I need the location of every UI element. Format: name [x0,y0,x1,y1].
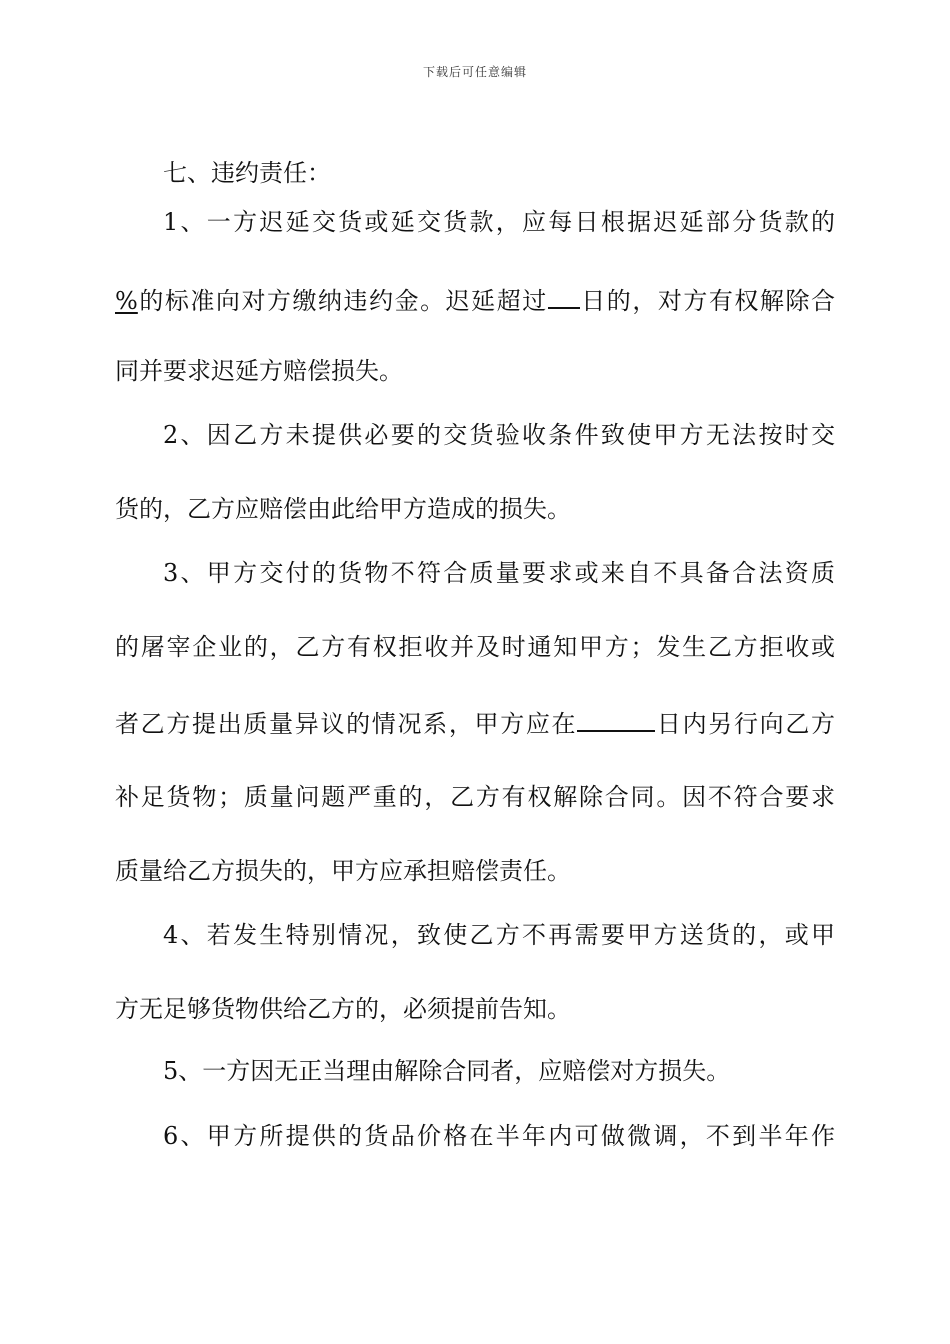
clause-3-line-2: 的屠宰企业的，乙方有权拒收并及时通知甲方；发生乙方拒收或 [115,633,835,661]
clause-5-line-1: 5、一方因无正当理由解除合同者，应赔偿对方损失。 [163,1057,731,1085]
clause-3-line-5: 质量给乙方损失的，甲方应承担赔偿责任。 [115,857,571,885]
days-blank-field-2 [577,706,655,732]
clause-1-line-2-text-b: 日的，对方有权解除合 [579,287,836,315]
clause-4-line-2: 方无足够货物供给乙方的，必须提前告知。 [115,995,571,1023]
clause-3-line-1: 3、甲方交付的货物不符合质量要求或来自不具备合法资质 [163,559,835,587]
clause-1-line-2 [115,283,835,316]
clause-1-line-2-text-a: 的标准向对方缴纳违约金。迟延超过 [137,287,548,315]
clause-6-line-1: 6、甲方所提供的货品价格在半年内可做微调，不到半年作 [163,1122,835,1150]
clause-1-line-3: 同并要求迟延方赔偿损失。 [115,357,403,385]
clause-4-line-1: 4、若发生特别情况，致使乙方不再需要甲方送货的，或甲 [163,921,835,949]
page-header: 下载后可任意编辑 [422,65,527,79]
days-blank-field [548,283,580,309]
percent-underlined: % [115,287,138,315]
clause-3-line-3-text-a: 者乙方提出质量异议的情况系，甲方应在 [115,710,578,738]
section-heading: 七、违约责任： [163,159,331,187]
clause-2-line-2: 货的，乙方应赔偿由此给甲方造成的损失。 [115,495,571,523]
clause-3-line-3 [115,706,835,739]
clause-3-line-4: 补足货物；质量问题严重的，乙方有权解除合同。因不符合要求 [115,783,835,811]
clause-3-line-3-text-b: 日内另行向乙方 [655,710,836,738]
clause-1-line-1: 1、一方迟延交货或延交货款，应每日根据迟延部分货款的 [163,208,835,236]
clause-2-line-1: 2、因乙方未提供必要的交货验收条件致使甲方无法按时交 [163,421,835,449]
